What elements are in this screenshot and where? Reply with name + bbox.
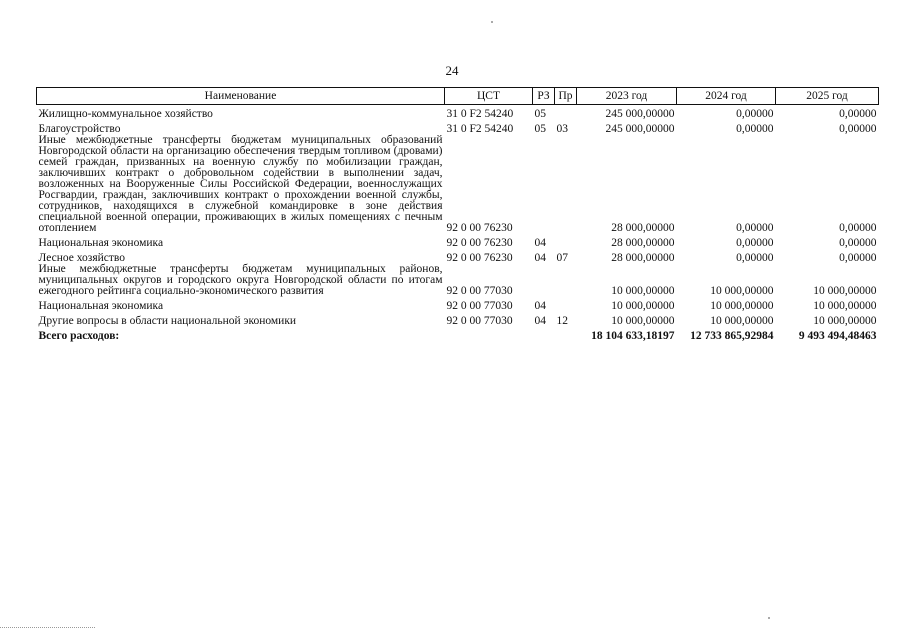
row-2023: 245 000,00000 bbox=[605, 108, 675, 120]
row-2023: 28 000,00000 bbox=[611, 252, 675, 264]
row-2024: 0,00000 bbox=[736, 108, 774, 120]
scan-speck bbox=[491, 21, 493, 23]
table-row bbox=[37, 120, 879, 135]
budget-table bbox=[36, 87, 879, 342]
row-2025: 10 000,00000 bbox=[813, 285, 877, 297]
row-2023: 10 000,00000 bbox=[611, 315, 675, 327]
row-cst: 92 0 00 77030 bbox=[446, 315, 513, 327]
row-cst: 92 0 00 76230 bbox=[446, 222, 513, 234]
table-row bbox=[37, 297, 879, 312]
row-2024: 0,00000 bbox=[736, 123, 774, 135]
row-2025: 10 000,00000 bbox=[813, 300, 877, 312]
row-cst: 31 0 F2 54240 bbox=[446, 123, 514, 135]
total-label: Всего расходов: bbox=[38, 330, 120, 342]
row-rz: 04 bbox=[534, 300, 546, 312]
row-rz: 05 bbox=[534, 108, 546, 120]
row-cst: 92 0 00 77030 bbox=[446, 285, 513, 297]
row-cst: 92 0 00 76230 bbox=[446, 237, 513, 249]
row-2025: 0,00000 bbox=[839, 123, 877, 135]
row-name: Национальная экономика bbox=[38, 300, 164, 312]
total-2023: 18 104 633,18197 bbox=[591, 330, 675, 342]
row-name: Иные межбюджетные трансферты бюджетам муниципальных районов, муниципальных округов и городского округа Новгородской области по итогам ежегодного рейтинга социально-экономического развития bbox=[38, 263, 443, 297]
row-cst: 31 0 F2 54240 bbox=[446, 108, 514, 120]
row-pr: 12 bbox=[556, 315, 568, 327]
header-rz: РЗ bbox=[533, 88, 555, 105]
total-row bbox=[37, 327, 879, 342]
footer-divider bbox=[0, 627, 95, 628]
total-2024: 12 733 865,92984 bbox=[690, 330, 774, 342]
row-2024: 10 000,00000 bbox=[710, 285, 774, 297]
row-name: Иные межбюджетные трансферты бюджетам муниципальных образований Новгородской области на организацию обеспечения твердым топливом (дровами) семей граждан, призванных на военную службу по мобилизации граждан, заключивших контракт о добровольном содействии в выполнении задач, возложенных на Вооруженные Силы Российской Федерации, военнослужащих Росгвардии, граждан, заключивших контракт о прохождении военной службы, сотрудников, находящихся в служебной командировке в зоне действия специальной военной операции, проживающих в жилых помещениях с печным отоплением bbox=[38, 134, 443, 234]
table-row bbox=[37, 312, 879, 327]
header-2023: 2023 год bbox=[577, 88, 677, 105]
table-row bbox=[37, 105, 879, 121]
row-pr bbox=[555, 297, 577, 312]
row-2024: 0,00000 bbox=[736, 222, 774, 234]
row-name: Благоустройство bbox=[38, 123, 121, 135]
row-rz bbox=[533, 264, 555, 297]
row-2024: 0,00000 bbox=[736, 237, 774, 249]
table-row bbox=[37, 249, 879, 264]
header-name: Наименование bbox=[37, 88, 445, 105]
row-cst: 92 0 00 76230 bbox=[446, 252, 513, 264]
header-2025: 2025 год bbox=[776, 88, 879, 105]
row-cst: 92 0 00 77030 bbox=[446, 300, 513, 312]
row-name: Жилищно-коммунальное хозяйство bbox=[38, 108, 213, 120]
row-2024: 0,00000 bbox=[736, 252, 774, 264]
row-2023: 28 000,00000 bbox=[611, 222, 675, 234]
row-2025: 0,00000 bbox=[839, 108, 877, 120]
row-pr bbox=[555, 105, 577, 121]
row-2025: 0,00000 bbox=[839, 222, 877, 234]
row-rz: 04 bbox=[534, 237, 546, 249]
row-name: Национальная экономика bbox=[38, 237, 164, 249]
row-pr bbox=[555, 135, 577, 234]
header-pr: Пр bbox=[555, 88, 577, 105]
row-2025: 0,00000 bbox=[839, 252, 877, 264]
row-rz bbox=[533, 135, 555, 234]
row-2025: 0,00000 bbox=[839, 237, 877, 249]
row-2025: 10 000,00000 bbox=[813, 315, 877, 327]
row-2023: 10 000,00000 bbox=[611, 300, 675, 312]
row-2024: 10 000,00000 bbox=[710, 315, 774, 327]
row-2023: 10 000,00000 bbox=[611, 285, 675, 297]
page-number: 24 bbox=[445, 63, 459, 78]
row-name: Лесное хозяйство bbox=[38, 252, 126, 264]
row-pr bbox=[555, 264, 577, 297]
row-pr: 03 bbox=[556, 123, 568, 135]
header-cst: ЦСТ bbox=[445, 88, 533, 105]
row-rz: 04 bbox=[534, 252, 546, 264]
row-2023: 245 000,00000 bbox=[605, 123, 675, 135]
row-rz: 04 bbox=[534, 315, 546, 327]
row-rz: 05 bbox=[534, 123, 546, 135]
row-pr: 07 bbox=[556, 252, 568, 264]
row-2023: 28 000,00000 bbox=[611, 237, 675, 249]
table-row bbox=[37, 135, 879, 234]
scan-speck bbox=[768, 617, 770, 619]
total-2025: 9 493 494,48463 bbox=[798, 330, 877, 342]
row-name: Другие вопросы в области национальной экономики bbox=[38, 315, 297, 327]
table-header-row bbox=[37, 88, 879, 105]
header-2024: 2024 год bbox=[677, 88, 776, 105]
row-pr bbox=[555, 234, 577, 249]
table-row bbox=[37, 234, 879, 249]
row-2024: 10 000,00000 bbox=[710, 300, 774, 312]
table-row bbox=[37, 264, 879, 297]
